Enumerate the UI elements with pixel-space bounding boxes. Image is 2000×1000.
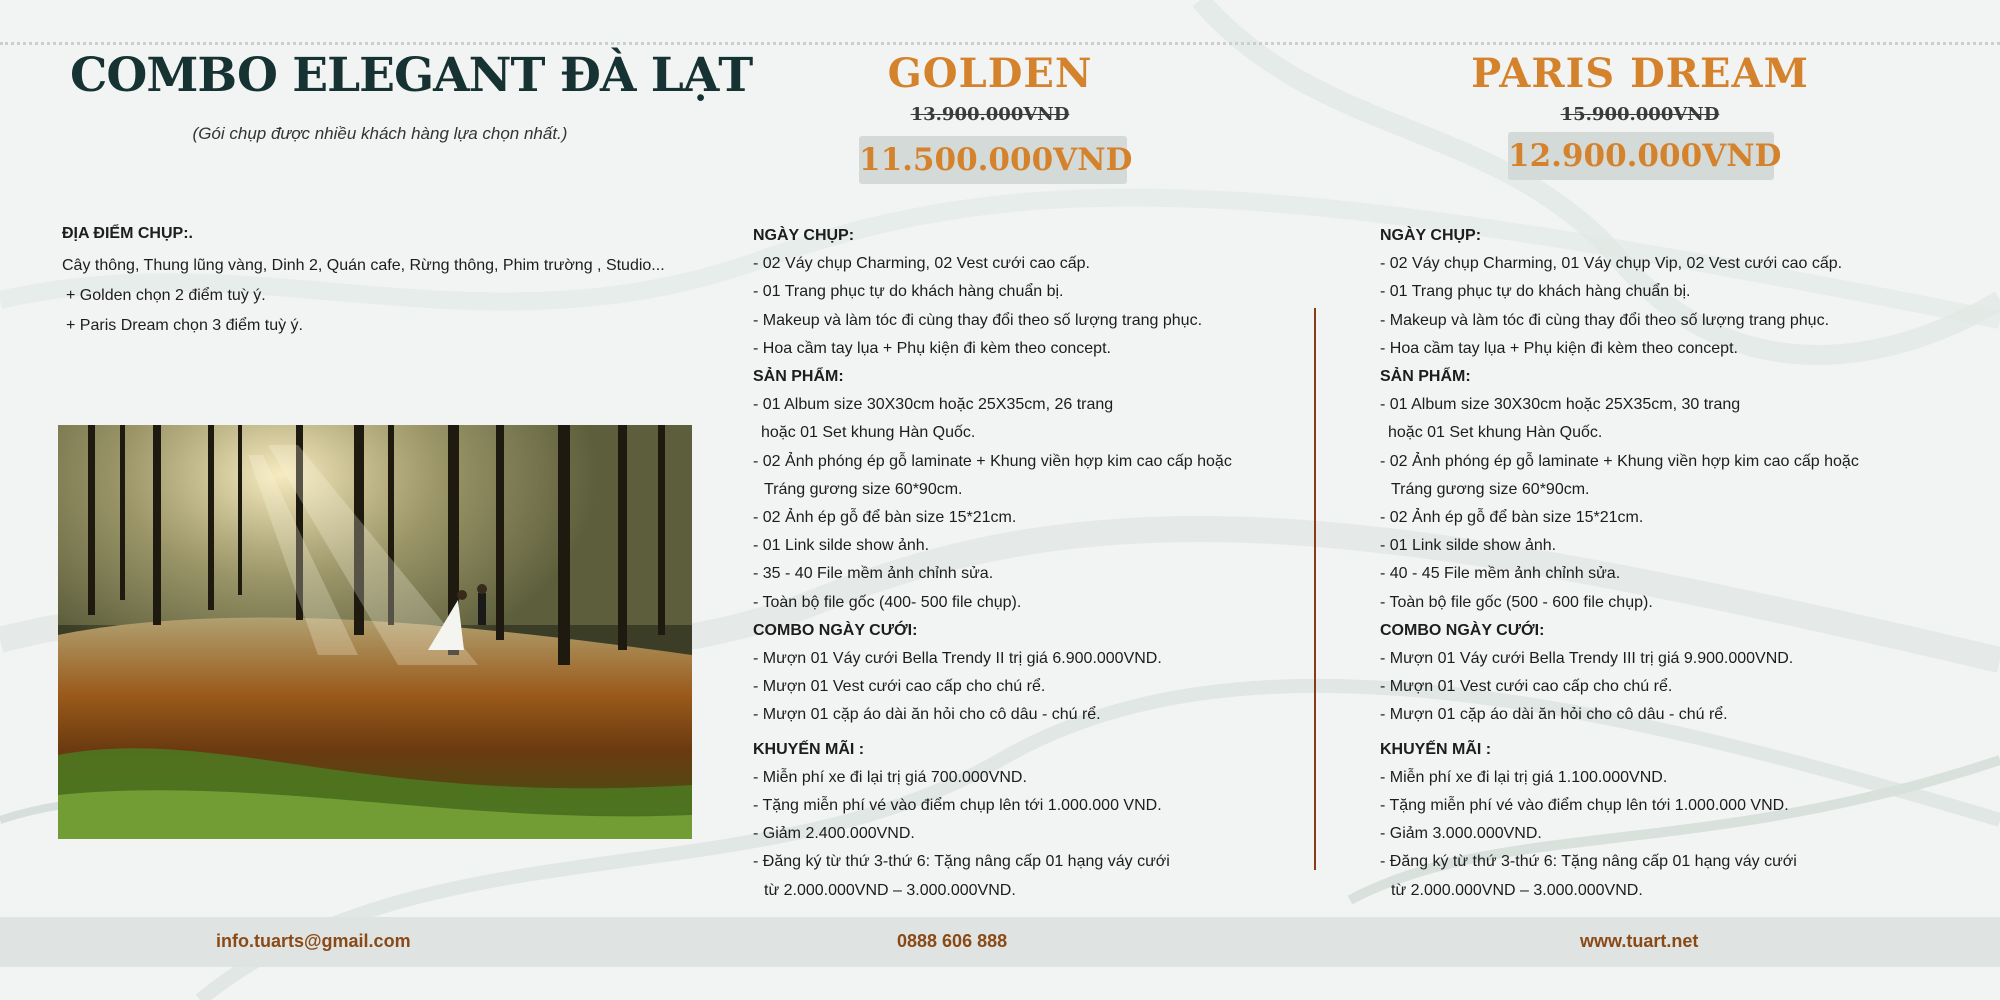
list-item: - 02 Ảnh phóng ép gỗ laminate + Khung viền hợp kim cao cấp hoặc [1380, 452, 1859, 470]
list-item: - Mượn 01 cặp áo dài ăn hỏi cho cô dâu - chú rể. [753, 706, 1101, 724]
list-item: - 02 Ảnh ép gỗ để bàn size 15*21cm. [1380, 509, 1644, 527]
golden-details [753, 222, 1313, 905]
list-item: từ 2.000.000VND – 3.000.000VND. [764, 881, 1016, 899]
list-item: - Miễn phí xe đi lại trị giá 700.000VND. [753, 768, 1027, 786]
list-item: - 35 - 40 File mềm ảnh chỉnh sửa. [753, 565, 994, 583]
list-item: - 01 Trang phục tự do khách hàng chuẩn bị. [1380, 283, 1691, 301]
list-item: - Giảm 3.000.000VND. [1380, 825, 1542, 843]
list-item: hoặc 01 Set khung Hàn Quốc. [761, 424, 976, 442]
list-item: - Makeup và làm tóc đi cùng thay đổi theo số lượng trang phục. [753, 311, 1203, 329]
promo-heading: KHUYẾN MÃI : [753, 740, 865, 758]
shoot-heading: NGÀY CHỤP: [1380, 227, 1482, 244]
list-item: - 02 Váy chụp Charming, 01 Váy chụp Vip, 02 Vest cưới cao cấp. [1380, 255, 1843, 273]
list-item: - Hoa cầm tay lụa + Phụ kiện đi kèm theo concept. [1380, 339, 1738, 357]
promo-heading: KHUYẾN MÃI : [1380, 740, 1492, 758]
list-item: Tráng gương size 60*90cm. [764, 480, 963, 498]
list-item: - 01 Link silde show ảnh. [1380, 537, 1557, 555]
locations-places: Cây thông, Thung lũng vàng, Dinh 2, Quán cafe, Rừng thông, Phim trường , Studio... [62, 257, 665, 274]
locations-heading: ĐỊA ĐIỂM CHỤP:. [62, 225, 193, 242]
combo-heading: COMBO NGÀY CƯỚI: [1380, 621, 1545, 639]
footer-phone[interactable]: 0888 606 888 [897, 931, 1008, 951]
list-item: - 01 Album size 30X30cm hoặc 25X35cm, 26 trang [753, 396, 1114, 414]
list-item: - Miễn phí xe đi lại trị giá 1.100.000VND. [1380, 768, 1668, 786]
old-price-paris-dream: 15.900.000VND [1560, 104, 1720, 125]
list-item: - 02 Ảnh ép gỗ để bàn size 15*21cm. [753, 509, 1017, 527]
forest-wedding-photo [58, 425, 692, 839]
new-price-golden: 11.500.000VND [859, 136, 1127, 184]
paris-dream-details [1380, 222, 1940, 905]
list-item: hoặc 01 Set khung Hàn Quốc. [1388, 424, 1603, 442]
list-item: - Mượn 01 Váy cưới Bella Trendy II trị giá 6.900.000VND. [753, 650, 1162, 668]
footer-website[interactable]: www.tuart.net [1580, 931, 1699, 951]
shoot-heading: NGÀY CHỤP: [753, 227, 855, 244]
page-subtitle: (Gói chụp được nhiều khách hàng lựa chọn nhất.) [192, 124, 568, 143]
list-item: Tráng gương size 60*90cm. [1391, 480, 1590, 498]
list-item: - Mượn 01 Vest cưới cao cấp cho chú rể. [1380, 678, 1673, 696]
product-heading: SẢN PHẨM: [753, 368, 844, 386]
list-item: - Mượn 01 Váy cưới Bella Trendy III trị giá 9.900.000VND. [1380, 650, 1794, 668]
product-heading: SẢN PHẨM: [1380, 368, 1471, 386]
location-bullet: + Golden chọn 2 điểm tuỳ ý. [66, 287, 266, 304]
footer-email[interactable]: info.tuarts@gmail.com [216, 931, 411, 951]
list-item: - 01 Album size 30X30cm hoặc 25X35cm, 30 trang [1380, 396, 1741, 414]
list-item: - Tặng miễn phí vé vào điểm chụp lên tới 1.000.000 VND. [753, 797, 1162, 815]
list-item: - Giảm 2.400.000VND. [753, 825, 915, 843]
locations-section [62, 224, 702, 346]
list-item: - Toàn bộ file gốc (500 - 600 file chụp). [1380, 593, 1653, 611]
list-item: - Tặng miễn phí vé vào điểm chụp lên tới 1.000.000 VND. [1380, 797, 1789, 815]
list-item: - Toàn bộ file gốc (400- 500 file chụp). [753, 593, 1022, 611]
footer-bar [0, 917, 2000, 967]
list-item: từ 2.000.000VND – 3.000.000VND. [1391, 881, 1643, 899]
list-item: - 01 Trang phục tự do khách hàng chuẩn bị. [753, 283, 1064, 301]
old-price-golden: 13.900.000VND [910, 104, 1070, 125]
list-item: - Makeup và làm tóc đi cùng thay đổi theo số lượng trang phục. [1380, 311, 1830, 329]
new-price-paris-dream: 12.900.000VND [1508, 132, 1774, 180]
location-bullet: + Paris Dream chọn 3 điểm tuỳ ý. [66, 317, 303, 334]
combo-heading: COMBO NGÀY CƯỚI: [753, 621, 918, 639]
list-item: - 02 Váy chụp Charming, 02 Vest cưới cao cấp. [753, 255, 1090, 273]
page-title: COMBO ELEGANT ĐÀ LẠT [70, 48, 753, 103]
package-name-paris-dream: PARIS DREAM [1471, 50, 1809, 97]
list-item: - 02 Ảnh phóng ép gỗ laminate + Khung viền hợp kim cao cấp hoặc [753, 452, 1232, 470]
package-name-golden: GOLDEN [887, 50, 1093, 97]
list-item: - Hoa cầm tay lụa + Phụ kiện đi kèm theo concept. [753, 339, 1111, 357]
column-divider [1314, 308, 1316, 870]
list-item: - Đăng ký từ thứ 3-thứ 6: Tặng nâng cấp 01 hạng váy cưới [753, 853, 1170, 871]
list-item: - Đăng ký từ thứ 3-thứ 6: Tặng nâng cấp 01 hạng váy cưới [1380, 853, 1797, 871]
list-item: - Mượn 01 cặp áo dài ăn hỏi cho cô dâu - chú rể. [1380, 706, 1728, 724]
top-dotted-border [0, 42, 2000, 45]
list-item: - 40 - 45 File mềm ảnh chỉnh sửa. [1380, 565, 1621, 583]
list-item: - Mượn 01 Vest cưới cao cấp cho chú rể. [753, 678, 1046, 696]
list-item: - 01 Link silde show ảnh. [753, 537, 930, 555]
